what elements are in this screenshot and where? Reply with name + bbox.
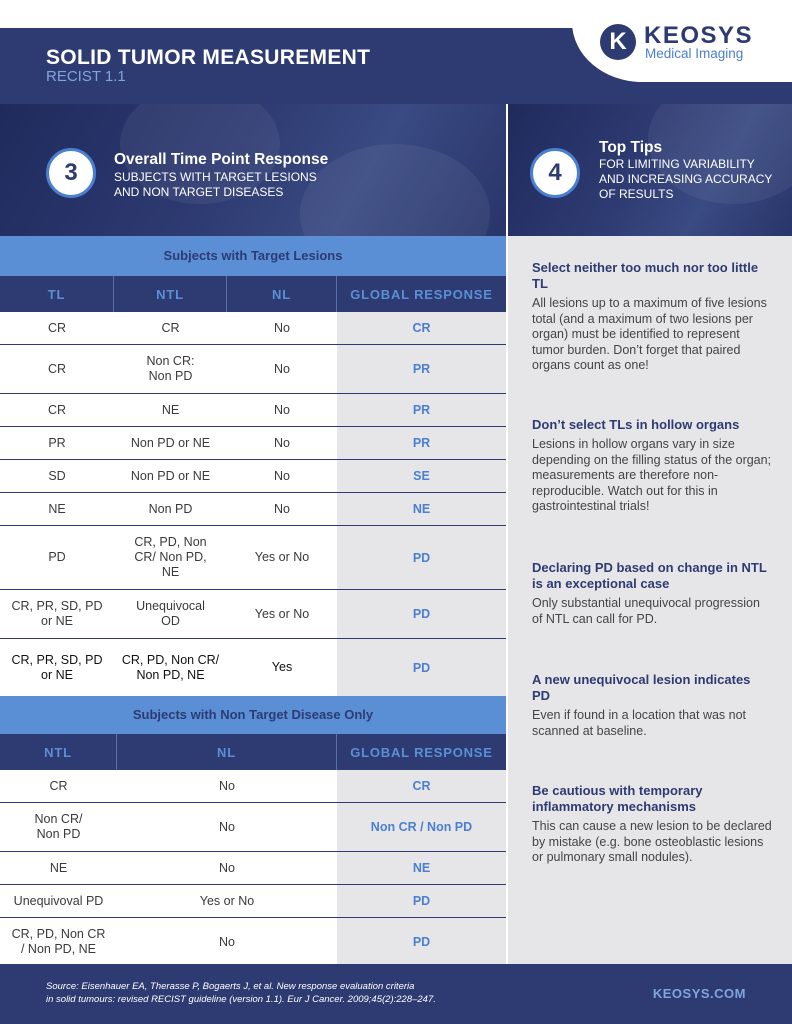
table-row xyxy=(0,803,506,852)
tip-text: Lesions in hollow organs vary in size depending on the filling status of the organ; measurements are therefore non-reproducible. Watch out for this in gastrointestinal trials! xyxy=(532,437,772,513)
global-response-cell: PD xyxy=(337,526,506,589)
tl-cell: CR, PR, SD, PD or NE xyxy=(11,652,103,682)
table-row xyxy=(0,852,506,885)
table-row xyxy=(0,590,506,639)
global-response-cell: PD xyxy=(337,918,506,966)
table-row xyxy=(0,427,506,460)
tip-text: Even if found in a location that was not scanned at baseline. xyxy=(532,708,747,738)
tip-title: Be cautious with temporary inflammatory mechanisms xyxy=(532,783,703,814)
section-3-banner xyxy=(0,104,506,236)
nl-cell: Yes or No xyxy=(199,893,255,908)
nl-cell: No xyxy=(219,860,235,875)
section-3-title: Overall Time Point Response xyxy=(114,151,329,168)
section-4-subtitle: FOR LIMITING VARIABILITY AND INCREASING ACCURACY OF RESULTS xyxy=(599,157,773,201)
page-subtitle: RECIST 1.1 xyxy=(46,68,126,85)
logo-k-icon: K xyxy=(600,24,636,60)
ntl-cell: CR xyxy=(49,778,68,793)
nl-cell: No xyxy=(274,435,290,450)
step-3-badge: 3 xyxy=(46,148,96,198)
tip-item xyxy=(532,783,772,866)
page-header xyxy=(0,0,792,104)
tip-item xyxy=(532,672,772,739)
nl-cell: No xyxy=(274,320,290,335)
logo-tagline: Medical Imaging xyxy=(645,46,744,61)
ntl-cell: Unequivoval PD xyxy=(13,893,104,908)
ntl-cell: CR, PD, Non CR / Non PD, NE xyxy=(11,927,106,956)
tl-cell: NE xyxy=(48,501,66,516)
nl-cell: No xyxy=(274,468,290,483)
ntl-cell: CR xyxy=(161,320,180,335)
banner-texture xyxy=(300,144,490,236)
page-title: SOLID TUMOR MEASUREMENT xyxy=(46,46,371,69)
nl-cell: No xyxy=(219,819,235,834)
tip-item xyxy=(532,417,772,515)
global-response-cell: NE xyxy=(337,852,506,884)
ntl-cell: Non PD xyxy=(148,501,193,516)
global-response-cell: PD xyxy=(337,639,506,696)
table2-header-cell: NTL xyxy=(0,734,117,770)
nl-cell: Yes or No xyxy=(254,606,310,621)
tip-text: This can cause a new lesion to be declared by mistake (e.g. bone osteoblastic lesions or pulmonary small nodules). xyxy=(532,819,772,864)
ntl-cell: Non PD or NE xyxy=(130,435,211,450)
ntl-cell: CR, PD, Non CR/ Non PD, NE xyxy=(134,535,207,579)
keosys-logo xyxy=(600,24,780,64)
table-row xyxy=(0,885,506,918)
nl-cell: No xyxy=(274,361,290,376)
ntl-cell: Non CR: Non PD xyxy=(146,354,195,383)
tl-cell: SD xyxy=(48,468,66,483)
ntl-cell: NE xyxy=(49,860,68,875)
table-row xyxy=(0,639,506,696)
global-response-cell: CR xyxy=(337,770,506,802)
table2-title: Subjects with Non Target Disease Only xyxy=(0,696,506,734)
nl-cell: No xyxy=(219,934,235,949)
table2-header-cell: NL xyxy=(117,734,337,770)
table-row xyxy=(0,345,506,394)
global-response-cell: SE xyxy=(337,460,506,492)
table-row xyxy=(0,526,506,590)
table2-header xyxy=(0,734,506,770)
nl-cell: No xyxy=(274,501,290,516)
tip-title: Don’t select TLs in hollow organs xyxy=(532,417,740,432)
response-tables xyxy=(0,236,506,966)
table-row xyxy=(0,460,506,493)
nl-cell: No xyxy=(274,402,290,417)
section-3-subtitle: SUBJECTS WITH TARGET LESIONS AND NON TARGET DISEASES xyxy=(114,170,317,199)
global-response-cell: Non CR / Non PD xyxy=(337,803,506,851)
nl-cell: No xyxy=(219,778,235,793)
tip-item xyxy=(532,560,772,627)
table-row xyxy=(0,493,506,526)
table1-header-cell: TL xyxy=(0,276,114,312)
table1-header-cell: GLOBAL RESPONSE xyxy=(350,286,493,302)
website-link[interactable]: KEOSYS.COM xyxy=(652,986,746,1001)
ntl-cell: Non PD or NE xyxy=(130,468,211,483)
global-response-cell: NE xyxy=(337,493,506,525)
logo-name: KEOSYS xyxy=(644,22,754,49)
tl-cell: PR xyxy=(48,435,66,450)
table1-title: Subjects with Target Lesions xyxy=(0,236,506,276)
tl-cell: CR xyxy=(47,320,67,335)
global-response-cell: PD xyxy=(337,885,506,917)
tips-panel xyxy=(508,236,792,964)
table1-header-cell: NTL xyxy=(114,276,227,312)
table-row xyxy=(0,312,506,345)
table-row xyxy=(0,770,506,803)
table2-header-cell: GLOBAL RESPONSE xyxy=(350,744,493,760)
tip-text: Only substantial unequivocal progression of NTL can call for PD. xyxy=(532,596,760,626)
source-citation: Source: Eisenhauer EA, Therasse P, Bogaerts J, et al. New response evaluation criteria in solid tumours: revised RECIST guideline (version 1.1). Eur J Cancer. 2009;45(2):228–247. xyxy=(46,981,436,1005)
global-response-cell: PR xyxy=(337,345,506,393)
global-response-cell: PR xyxy=(337,394,506,426)
tip-item xyxy=(532,260,772,374)
ntl-cell: CR, PD, Non CR/ Non PD, NE xyxy=(121,652,220,682)
table1-header xyxy=(0,276,506,312)
page-footer xyxy=(0,964,792,1024)
tl-cell: CR, PR, SD, PD or NE xyxy=(11,599,103,628)
global-response-cell: PR xyxy=(337,427,506,459)
ntl-cell: Non CR/ Non PD xyxy=(34,812,83,841)
nl-cell: Yes xyxy=(271,660,293,674)
tl-cell: PD xyxy=(48,550,66,564)
table-row xyxy=(0,918,506,966)
section-4-banner xyxy=(508,104,792,236)
tl-cell: CR xyxy=(47,402,67,417)
nl-cell: Yes or No xyxy=(254,550,310,564)
ntl-cell: Unequivocal OD xyxy=(136,599,205,628)
step-4-badge: 4 xyxy=(530,148,580,198)
global-response-cell: CR xyxy=(337,312,506,344)
table1-header-cell: NL xyxy=(227,276,337,312)
section-4-title: Top Tips xyxy=(599,139,663,156)
ntl-cell: NE xyxy=(161,402,180,417)
table-row xyxy=(0,394,506,427)
tip-title: A new unequivocal lesion indicates PD xyxy=(532,672,751,703)
tl-cell: CR xyxy=(47,361,67,376)
global-response-cell: PD xyxy=(337,590,506,638)
tip-title: Declaring PD based on change in NTL is an exceptional case xyxy=(532,560,767,591)
tip-text: All lesions up to a maximum of five lesions total (and a maximum of two lesions per organ) must be identified to represent tumor burden. Don’t forget that paired organs count as one! xyxy=(532,296,767,372)
tip-title: Select neither too much nor too little TL xyxy=(532,260,759,291)
